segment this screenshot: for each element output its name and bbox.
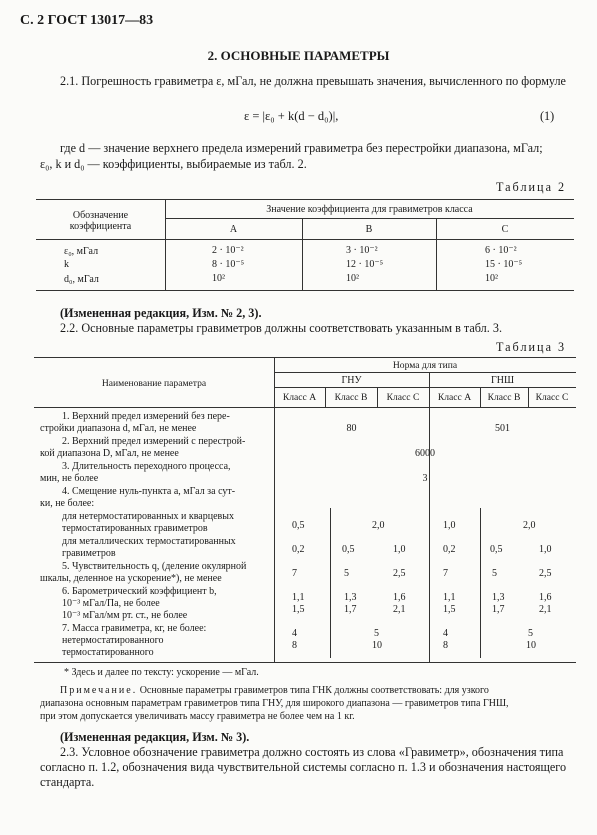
t3-value: 2,0 bbox=[523, 520, 536, 531]
t3-param-header: Наименование параметра bbox=[101, 378, 207, 389]
t3-value: 4 bbox=[292, 628, 297, 639]
footnote: * Здесь и далее по тексту: ускорение — мГал. bbox=[64, 667, 259, 678]
t2-cell: 8 · 10⁻⁵ bbox=[212, 259, 245, 270]
t2-cell: 10² bbox=[485, 273, 498, 284]
running-head: С. 2 ГОСТ 13017—83 bbox=[20, 13, 154, 28]
t2-cell: 15 · 10⁻⁵ bbox=[485, 259, 523, 270]
t3-value: 1,3 bbox=[492, 592, 505, 603]
t3-value: 5 bbox=[492, 568, 497, 579]
t3-param-line: 1. Верхний предел измерений без пере- bbox=[62, 411, 230, 422]
paragraph-2-3-line-2: согласно п. 1.2, обозначения вида чувствительной системы согласно п. 1.3 и обозначения настоящего bbox=[40, 760, 567, 774]
t3-value: 0,5 bbox=[342, 544, 355, 555]
t3-norm-header: Норма для типа bbox=[392, 360, 458, 371]
table-2-caption: Таблица 2 bbox=[496, 180, 567, 194]
t3-value: 3 bbox=[422, 473, 428, 484]
t3-param-line: 10⁻³ мГал/Па, не более bbox=[62, 598, 160, 609]
t2-row-label: d₀, мГал bbox=[64, 274, 99, 285]
t3-param-line: 2. Верхний предел измерений с перестрой- bbox=[62, 436, 246, 447]
t3-value: 1,5 bbox=[443, 604, 456, 615]
t2-cell: 10² bbox=[346, 273, 359, 284]
t3-value: 1,6 bbox=[539, 592, 552, 603]
t2-class-b: В bbox=[365, 224, 373, 235]
t3-value: 6000 bbox=[415, 448, 435, 459]
t3-class: Класс С bbox=[386, 392, 420, 403]
t3-value: 7 bbox=[292, 568, 297, 579]
t3-param-line: гравиметров bbox=[62, 548, 116, 559]
t3-value: 2,5 bbox=[539, 568, 552, 579]
t3-value: 7 bbox=[443, 568, 448, 579]
t3-value: 2,5 bbox=[393, 568, 406, 579]
t3-value: 0,5 bbox=[490, 544, 503, 555]
t3-value: 5 bbox=[528, 628, 533, 639]
t3-param-line: 4. Смещение нуль-пункта a, мГал за сут- bbox=[62, 486, 236, 497]
t3-param-line: 5. Чувствительность q, (деление окулярной bbox=[62, 561, 247, 572]
t3-value: 5 bbox=[344, 568, 349, 579]
t3-param-line: термостатированных гравиметров bbox=[62, 523, 208, 534]
where-line-2: ε₀, k и d₀ — коэффициенты, выбираемые из табл. 2. bbox=[40, 157, 307, 171]
t3-value: 8 bbox=[292, 640, 297, 651]
t2-cell: 2 · 10⁻² bbox=[212, 245, 244, 256]
t3-value: 501 bbox=[495, 423, 510, 434]
t3-value: 1,5 bbox=[292, 604, 305, 615]
t2-cell: 6 · 10⁻² bbox=[485, 245, 517, 256]
t3-value: 5 bbox=[374, 628, 379, 639]
t3-param-line: термостатированного bbox=[62, 647, 154, 658]
section-title: 2. ОСНОВНЫЕ ПАРАМЕТРЫ bbox=[207, 48, 390, 63]
t2-class-c: С bbox=[501, 224, 509, 235]
t3-param-line: мин, не более bbox=[40, 473, 99, 484]
t3-type-gnu: ГНУ bbox=[341, 375, 362, 386]
t3-value: 1,7 bbox=[492, 604, 505, 615]
where-line-1: где d — значение верхнего предела измерений гравиметра без перестройки диапазона, мГал; bbox=[60, 141, 543, 155]
t3-value: 2,1 bbox=[393, 604, 406, 615]
t3-value: 1,0 bbox=[393, 544, 406, 555]
t3-param-line: шкалы, деленное на ускорение*), не менее bbox=[40, 573, 222, 584]
paragraph-2-1: 2.1. Погрешность гравиметра ε, мГал, не должна превышать значения, вычисленного по формуле bbox=[60, 74, 566, 88]
t3-value: 1,3 bbox=[344, 592, 357, 603]
t3-value: 8 bbox=[443, 640, 448, 651]
t2-row-label: k bbox=[64, 259, 69, 270]
note-line-3: при этом допускается увеличивать массу гравиметра не более чем на 1 кг. bbox=[40, 711, 355, 722]
t3-value: 1,1 bbox=[292, 592, 305, 603]
t3-class: Класс А bbox=[282, 392, 317, 403]
t3-class: Класс В bbox=[334, 392, 368, 403]
t3-value: 2,1 bbox=[539, 604, 552, 615]
t2-designation-line1: Обозначение bbox=[72, 210, 129, 221]
t3-param-line: 10⁻³ мГал/мм рт. ст., не более bbox=[62, 610, 188, 621]
t3-value: 10 bbox=[526, 640, 536, 651]
formula-1: ε = |ε₀ + k(d − d₀)|, bbox=[244, 109, 339, 123]
t3-value: 4 bbox=[443, 628, 448, 639]
t3-param-line: нетермостатированного bbox=[62, 635, 164, 646]
t3-value: 1,0 bbox=[539, 544, 552, 555]
t3-class: Класс С bbox=[535, 392, 569, 403]
t3-param-line: для металлических термостатированных bbox=[62, 536, 236, 547]
formula-number: (1) bbox=[540, 109, 555, 123]
t2-class-a: А bbox=[229, 224, 238, 235]
t3-value: 0,2 bbox=[443, 544, 456, 555]
paragraph-2-3-line-3: стандарта. bbox=[40, 775, 95, 789]
t2-cell: 10² bbox=[212, 273, 225, 284]
paragraph-2-3-line-1: 2.3. Условное обозначение гравиметра должно состоять из слова «Гравиметр», обозначения типа bbox=[60, 745, 564, 759]
t3-value: 1,0 bbox=[443, 520, 456, 531]
note-line-2: диапазона основным параметрам гравиметров типа ГНУ, для широкого диапазона — гравиметров типа ГНШ, bbox=[40, 698, 509, 709]
note-text-1: Основные параметры гравиметров типа ГНК должны соответствовать: для узкого bbox=[139, 685, 489, 696]
t3-value: 1,6 bbox=[393, 592, 406, 603]
t3-value: 0,5 bbox=[292, 520, 305, 531]
paragraph-2-2: 2.2. Основные параметры гравиметров должны соответствовать указанным в табл. 3. bbox=[60, 321, 502, 335]
t3-value: 2,0 bbox=[372, 520, 385, 531]
t3-value: 1,1 bbox=[443, 592, 456, 603]
t3-class: Класс В bbox=[487, 392, 521, 403]
t3-value: 80 bbox=[346, 423, 357, 434]
amendment-note-1: (Измененная редакция, Изм. № 2, 3). bbox=[60, 306, 262, 320]
t3-value: 0,2 bbox=[292, 544, 305, 555]
t3-param-line: стройки диапазона d, мГал, не менее bbox=[40, 423, 197, 434]
note-label: Примечание. bbox=[60, 685, 138, 696]
t3-param-line: 7. Масса гравиметра, кг, не более: bbox=[62, 623, 207, 634]
t3-param-line: для нетермостатированных и кварцевых bbox=[62, 511, 234, 522]
t2-designation-line2: коэффициента bbox=[69, 221, 132, 232]
t3-value: 10 bbox=[372, 640, 382, 651]
t3-class: Класс А bbox=[437, 392, 472, 403]
amendment-note-2: (Измененная редакция, Изм. № 3). bbox=[60, 730, 250, 744]
t3-param-line: ки, не более: bbox=[40, 498, 95, 509]
t3-param-line: 3. Длительность переходного процесса, bbox=[62, 461, 231, 472]
t3-value: 1,7 bbox=[344, 604, 357, 615]
t2-group-header: Значение коэффициента для гравиметров класса bbox=[266, 204, 473, 215]
table-3-caption: Таблица 3 bbox=[496, 340, 567, 354]
t3-type-gnsh: ГНШ bbox=[490, 375, 515, 386]
t2-cell: 12 · 10⁻⁵ bbox=[346, 259, 384, 270]
t2-row-label: ε₀, мГал bbox=[64, 246, 99, 257]
t3-param-line: 6. Барометрический коэффициент b, bbox=[62, 586, 217, 597]
t2-cell: 3 · 10⁻² bbox=[346, 245, 378, 256]
t3-param-line: кой диапазона D, мГал, не менее bbox=[40, 448, 179, 459]
note-line-1 bbox=[60, 685, 489, 696]
